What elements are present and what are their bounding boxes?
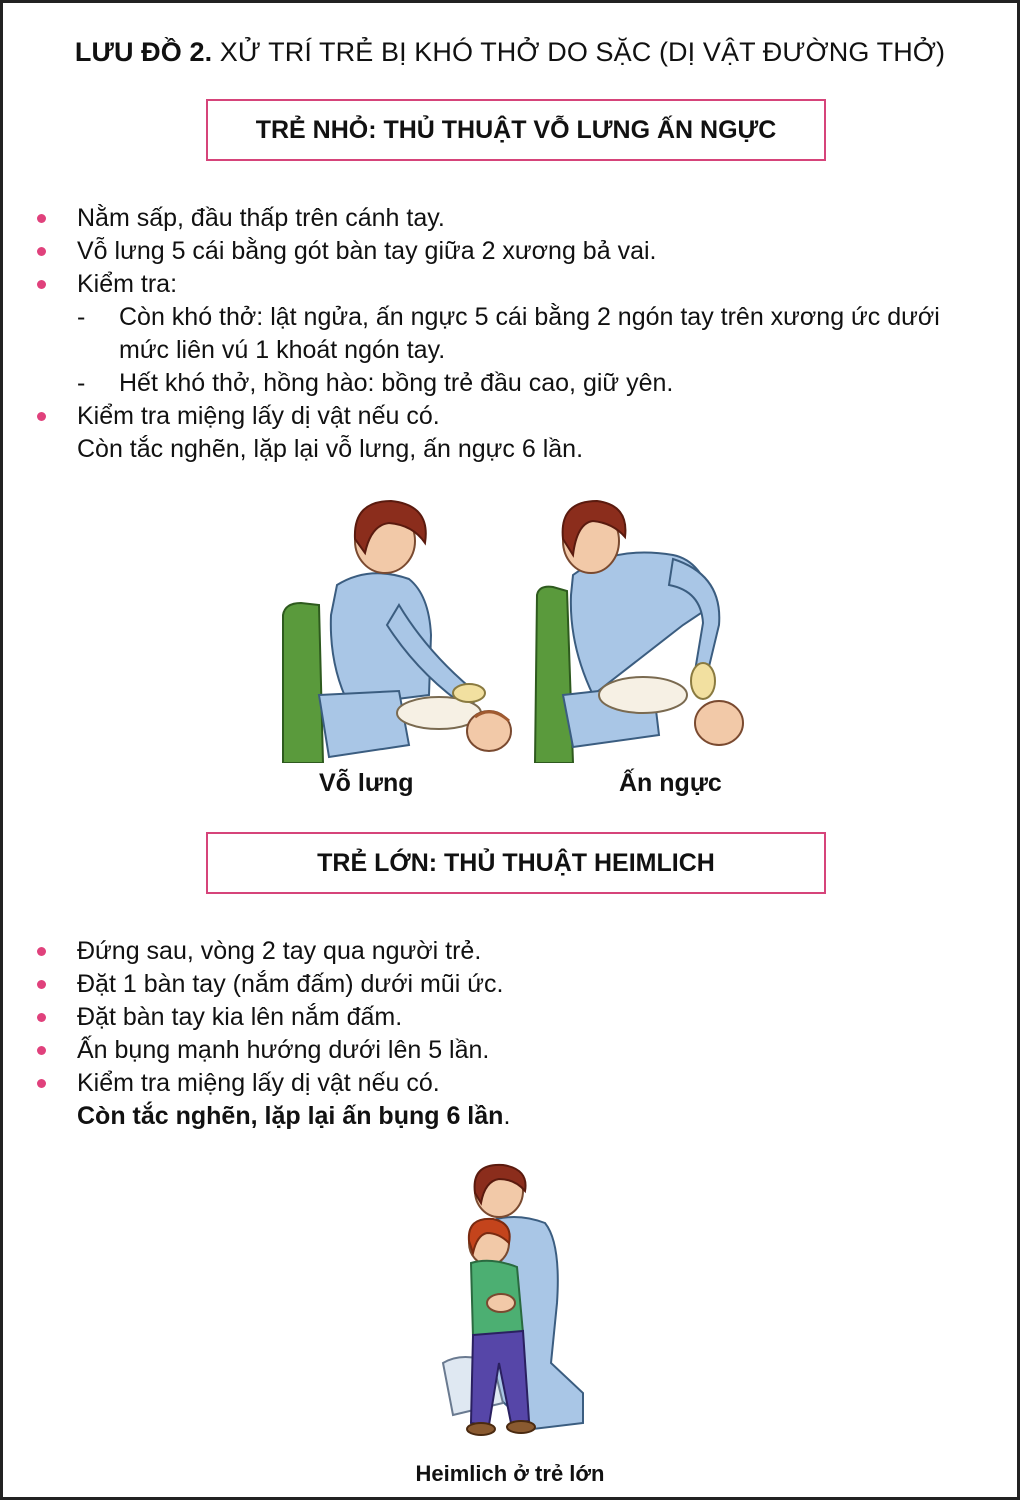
bullet-icon xyxy=(37,412,46,421)
dash-marker: - xyxy=(77,303,86,331)
dash-marker: - xyxy=(77,369,86,397)
title-text: XỬ TRÍ TRẺ BỊ KHÓ THỞ DO SẶC (DỊ VẬT ĐƯỜNG THỞ) xyxy=(212,37,946,67)
list-item xyxy=(33,968,997,1001)
list-item xyxy=(33,400,997,433)
section-heading-older-child: TRẺ LỚN: THỦ THUẬT HEIMLICH xyxy=(206,832,826,894)
bold-text: Còn tắc nghẽn, lặp lại ấn bụng 6 lần xyxy=(77,1102,504,1130)
caption-back-blows: Vỗ lưng xyxy=(319,769,414,797)
sub-item-text: Còn khó thở: lật ngửa, ấn ngực 5 cái bằng 2 ngón tay trên xương ức dưới xyxy=(119,303,940,331)
page-title xyxy=(3,37,1017,68)
list-item xyxy=(33,935,997,968)
sub-list-item xyxy=(33,301,997,334)
bullet-icon xyxy=(37,1013,46,1022)
list-item-continuation-bold xyxy=(33,1100,997,1133)
list-item-text: Đặt bàn tay kia lên nắm đấm. xyxy=(77,1003,403,1031)
heimlich-illustration xyxy=(433,1163,603,1443)
list-item xyxy=(33,202,997,235)
list-item-text: Kiểm tra miệng lấy dị vật nếu có. xyxy=(77,402,440,430)
list-item-continuation: Còn tắc nghẽn, lặp lại vỗ lưng, ấn ngực 6 lần. xyxy=(77,435,584,463)
list-item-text: Kiểm tra: xyxy=(77,270,178,298)
heimlich-steps-list xyxy=(33,935,997,1133)
infant-steps-list xyxy=(33,202,997,466)
back-blows-illustration xyxy=(279,495,519,763)
chest-thrust-illustration xyxy=(533,495,753,763)
list-item xyxy=(33,268,997,301)
list-item-text: Nằm sấp, đầu thấp trên cánh tay. xyxy=(77,204,445,232)
list-item xyxy=(33,1067,997,1100)
bullet-icon xyxy=(37,980,46,989)
list-item-text: Ấn bụng mạnh hướng dưới lên 5 lần. xyxy=(77,1036,490,1064)
list-item xyxy=(33,1001,997,1034)
sub-item-text: mức liên vú 1 khoát ngón tay. xyxy=(119,336,446,364)
sub-item-text: Hết khó thở, hồng hào: bồng trẻ đầu cao, giữ yên. xyxy=(119,369,674,397)
bullet-icon xyxy=(37,1079,46,1088)
bullet-icon xyxy=(37,214,46,223)
bullet-icon xyxy=(37,1046,46,1055)
sub-list-item-cont xyxy=(33,334,997,367)
bullet-icon xyxy=(37,247,46,256)
caption-heimlich: Heimlich ở trẻ lớn xyxy=(415,1461,605,1486)
caption-chest-thrusts: Ấn ngực xyxy=(619,769,722,797)
list-item xyxy=(33,1034,997,1067)
list-item xyxy=(33,235,997,268)
section-heading-infant: TRẺ NHỎ: THỦ THUẬT VỖ LƯNG ẤN NGỰC xyxy=(206,99,826,161)
list-item-text: Đặt 1 bàn tay (nắm đấm) dưới mũi ức. xyxy=(77,970,504,998)
period-text: . xyxy=(503,1102,511,1130)
sub-list-item xyxy=(33,367,997,400)
list-item-text: Đứng sau, vòng 2 tay qua người trẻ. xyxy=(77,937,482,965)
bullet-icon xyxy=(37,947,46,956)
list-item-text: Kiểm tra miệng lấy dị vật nếu có. xyxy=(77,1069,440,1097)
bullet-icon xyxy=(37,280,46,289)
title-prefix: LƯU ĐỒ 2. xyxy=(74,37,213,67)
list-item-text: Vỗ lưng 5 cái bằng gót bàn tay giữa 2 xương bả vai. xyxy=(77,237,657,265)
